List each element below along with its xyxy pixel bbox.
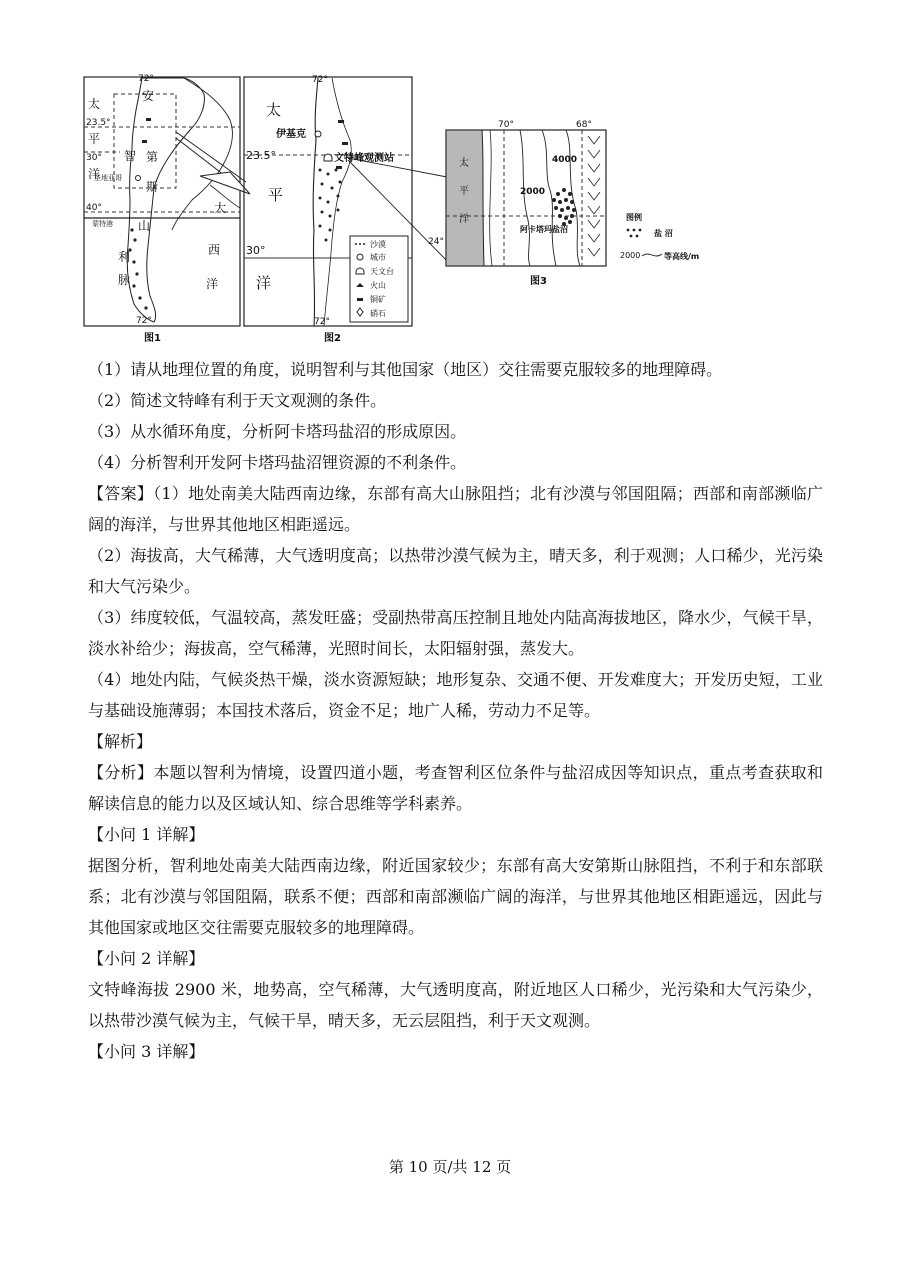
fig3-legend-contour-value: 2000 bbox=[620, 251, 641, 260]
fig2-legend-nitrate: 硝石 bbox=[370, 309, 386, 318]
fig3-contour-4000: 4000 bbox=[552, 155, 578, 165]
fig2-lat-2: 30° bbox=[246, 244, 266, 257]
fig1-pacific-2: 平 bbox=[88, 132, 101, 146]
fig2-legend-desert: 沙漠 bbox=[370, 240, 386, 249]
answer-2: （2）海拔高，大气稀薄，大气透明度高；以热带沙漠气候为主，晴天多，利于观测；人口稀少，光污染和大气污染少。 bbox=[88, 546, 823, 596]
figure-3-map bbox=[428, 120, 699, 287]
figure-1-map bbox=[84, 74, 250, 344]
fig3-contour-2000: 2000 bbox=[520, 187, 546, 197]
fig1-pacific-1: 太 bbox=[88, 97, 101, 111]
fig2-legend-city: 城市 bbox=[370, 253, 386, 262]
fig3-pacific-2: 平 bbox=[459, 186, 469, 197]
fig3-pacific-1: 太 bbox=[459, 158, 469, 169]
fig3-salt-flat-label: 阿卡塔玛盐沼 bbox=[520, 225, 568, 234]
answer-1: 【答案】（1）地处南美大陆西南边缘，东部有高大山脉阻挡；北有沙漠与邻国阻隔；西部和南部濒临广阔的海洋，与世界其他地区相距遥远。 bbox=[88, 484, 823, 534]
question-3: （3）从水循环角度，分析阿卡塔玛盐沼的形成原因。 bbox=[88, 422, 467, 441]
figure-group bbox=[80, 70, 840, 350]
fig2-legend-copper: 铜矿 bbox=[370, 295, 386, 304]
subquestion-3-title: 【小问 3 详解】 bbox=[88, 1042, 205, 1061]
answer-4: （4）地处内陆，气候炎热干燥，淡水资源短缺；地形复杂、交通不便、开发难度大；开发历史短，工业与基础设施薄弱；本国技术落后，资金不足；地广人稀，劳动力不足等。 bbox=[88, 670, 823, 720]
answer-3: （3）纬度较低，气温较高，蒸发旺盛；受副热带高压控制且地处内陆高海拔地区，降水少，气候干旱，淡水补给少；海拔高，空气稀薄，光照时间长，太阳辐射强，蒸发大。 bbox=[88, 608, 823, 658]
fig1-caption: 图1 bbox=[144, 333, 161, 344]
fig2-pacific-2: 平 bbox=[268, 186, 284, 204]
fig3-caption: 图3 bbox=[530, 276, 547, 287]
fig3-legend-salt: 盐 沼 bbox=[654, 229, 673, 238]
fig1-puerto-montt: 蒙特港 bbox=[92, 220, 113, 228]
fig1-lat-1: 23.5° bbox=[86, 118, 111, 128]
fig1-andes-5: 脉 bbox=[118, 273, 131, 287]
figure-2-map bbox=[244, 75, 452, 344]
fig1-pacific-3: 洋 bbox=[88, 167, 101, 181]
fig3-lat: 24° bbox=[428, 237, 444, 247]
fig2-lon-bottom: 72° bbox=[314, 317, 330, 327]
fig1-andes-2: 第 bbox=[146, 150, 159, 164]
question-2: （2）简述文特峰有利于天文观测的条件。 bbox=[88, 391, 387, 410]
fig3-legend-title: 图例 bbox=[626, 213, 642, 222]
fig2-legend-volcano: 火山 bbox=[370, 281, 386, 290]
fig1-andes-3: 斯 bbox=[146, 180, 159, 194]
question-4: （4）分析智利开发阿卡塔玛盐沼锂资源的不利条件。 bbox=[88, 453, 467, 472]
fig1-lat-3: 40° bbox=[86, 203, 102, 213]
subquestion-2-title: 【小问 2 详解】 bbox=[88, 949, 205, 968]
fig1-atlantic-3: 洋 bbox=[206, 277, 219, 291]
subquestion-1-title: 【小问 1 详解】 bbox=[88, 825, 205, 844]
fig2-lon-top: 72° bbox=[312, 75, 328, 85]
analysis-summary: 【分析】本题以智利为情境，设置四道小题，考查智利区位条件与盐沼成因等知识点，重点考查获取和解读信息的能力以及区域认知、综合思维等学科素养。 bbox=[88, 763, 823, 813]
fig1-santiago: 圣地亚哥 bbox=[94, 174, 122, 182]
fig1-lon-top: 72° bbox=[138, 74, 154, 84]
fig1-chile-1: 智 bbox=[124, 149, 137, 163]
fig1-andes-4: 山 bbox=[138, 219, 151, 233]
fig2-city-iquique: 伊基克 bbox=[276, 129, 306, 140]
fig2-pacific-1: 太 bbox=[266, 101, 282, 119]
subquestion-1-detail: 据图分析，智利地处南美大陆西南边缘，附近国家较少；东部有高大安第斯山脉阻挡，不利于和东部联系；北有沙漠与邻国阻隔，联系不便；西部和南部濒临广阔的海洋，与世界其他地区相距遥远，因此与其他国家或地区交往需要克服较多的地理障碍。 bbox=[88, 856, 823, 937]
fig3-lon-2: 68° bbox=[576, 120, 592, 130]
question-1: （1）请从地理位置的角度，说明智利与其他国家（地区）交往需要克服较多的地理障碍。 bbox=[88, 360, 723, 379]
fig2-pacific-3: 洋 bbox=[256, 274, 272, 292]
fig1-andes-1: 安 bbox=[142, 89, 155, 103]
fig2-desert-dots bbox=[319, 169, 342, 242]
fig2-observatory-label: 文特峰观测站 bbox=[334, 153, 394, 164]
fig3-lon-1: 70° bbox=[498, 120, 514, 130]
subquestion-2-detail: 文特峰海拔 2900 米，地势高，空气稀薄，大气透明度高，附近地区人口稀少，光污染和大气污染少，以热带沙漠气候为主，气候干旱，晴天多，无云层阻挡，利于天文观测。 bbox=[88, 980, 823, 1030]
analysis-heading: 【解析】 bbox=[88, 732, 153, 751]
fig3-legend-contour-label: 等高线/m bbox=[664, 252, 700, 261]
fig1-atlantic-1: 大 bbox=[214, 201, 227, 215]
fig2-lat-1: 23.5° bbox=[246, 149, 276, 162]
fig1-lon-bottom: 72° bbox=[136, 316, 152, 326]
fig2-caption: 图2 bbox=[324, 333, 341, 344]
fig1-lat-2: 30° bbox=[86, 153, 102, 163]
fig1-atlantic-2: 西 bbox=[208, 243, 221, 257]
fig1-chile-2: 利 bbox=[118, 250, 131, 264]
fig2-legend-observatory: 天文台 bbox=[370, 267, 394, 276]
text-body bbox=[88, 354, 823, 1067]
fig3-pacific-3: 洋 bbox=[459, 214, 469, 225]
page-footer: 第 10 页/共 12 页 bbox=[388, 1158, 512, 1176]
